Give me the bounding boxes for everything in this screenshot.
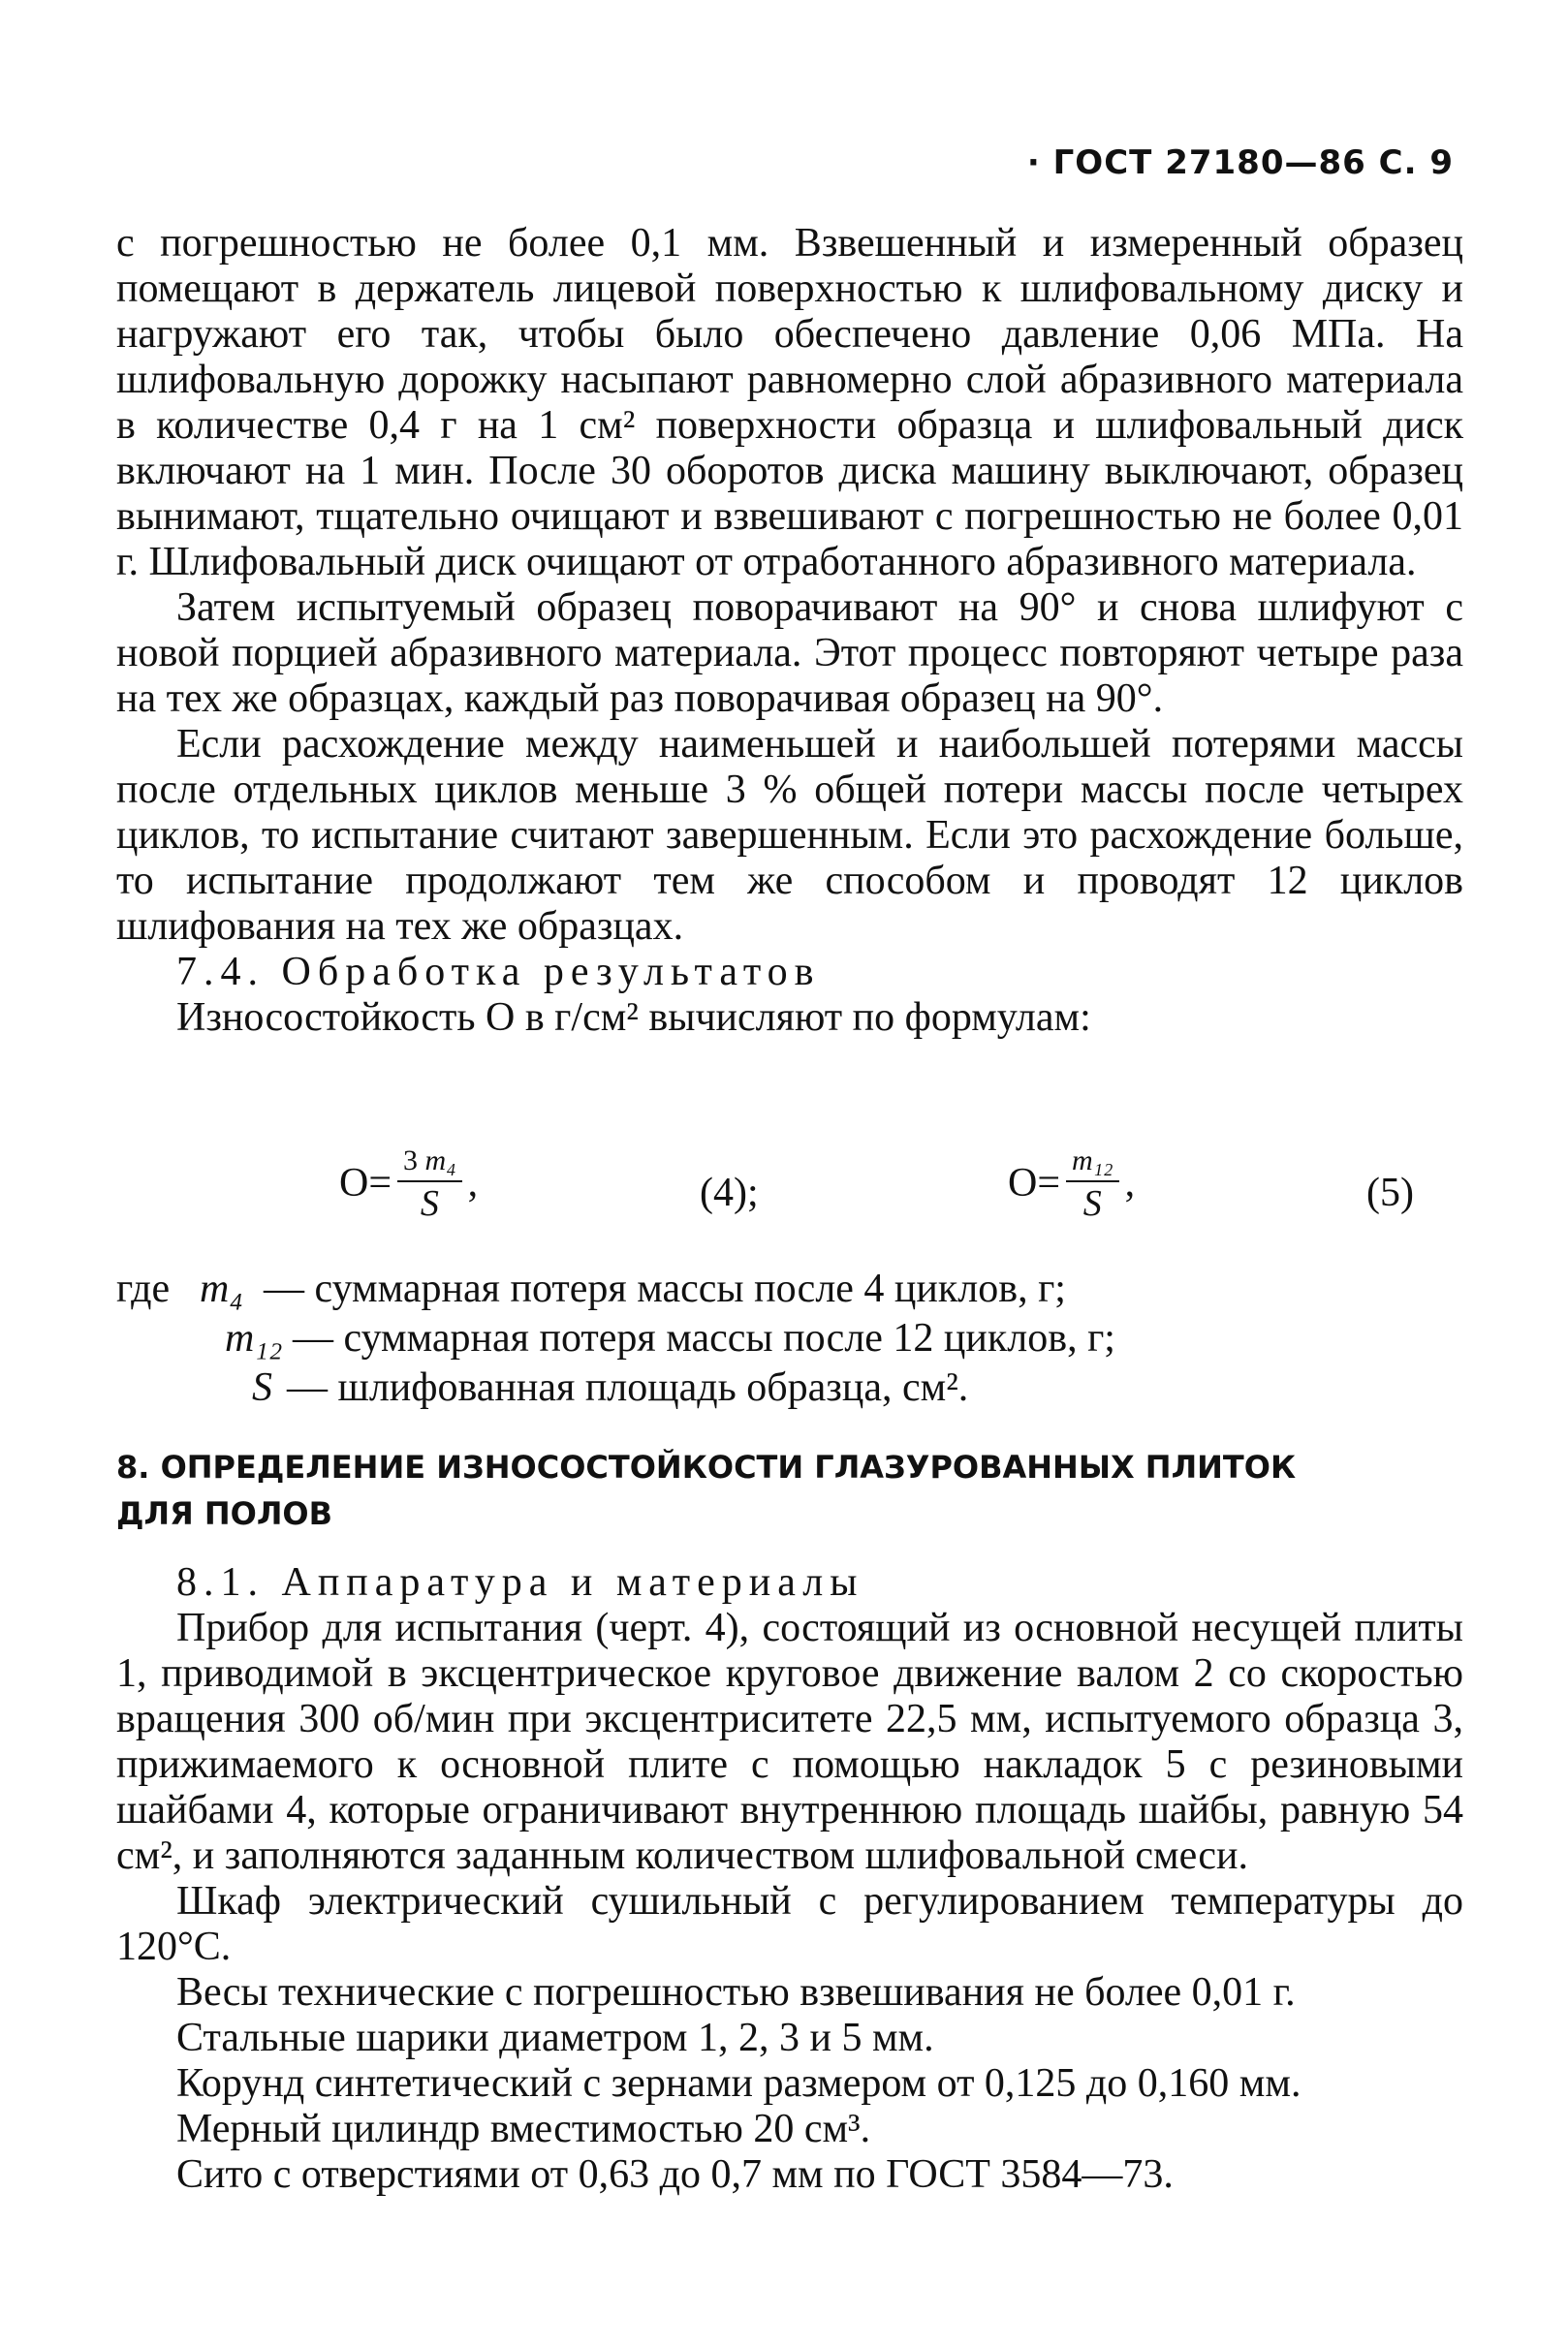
legend-prefix: где [116,1267,171,1311]
formula-4 [339,1142,478,1225]
page-header: · ГОСТ 27180—86 С. 9 [1026,143,1454,182]
paragraph-discrepancy: Если расхождение между наименьшей и наибольшей потерями массы после отдельных циклов меньше 3 % общей потери массы после четырех циклов, то испытание считают завершенным. Если это расхождение больше, то испытание продолжают тем же способом и проводят 12 циклов шлифования на тех же образцах. [116,722,1463,949]
legend-row [116,1265,1463,1314]
legend-text: — суммарная потеря массы после 12 циклов, г; [293,1316,1115,1361]
paragraph-steel-balls: Стальные шарики диаметром 1, 2, 3 и 5 мм. [176,2016,934,2060]
subsection-7-4-title: 7.4. Обработка результатов [176,950,821,994]
equation-number-4: (4); [700,1171,759,1215]
section-8-title-line1: 8. ОПРЕДЕЛЕНИЕ ИЗНОСОСТОЙКОСТИ ГЛАЗУРОВАННЫХ ПЛИТОК [116,1449,1297,1486]
legend-text: — суммарная потеря массы после 4 циклов, г; [264,1267,1066,1311]
paragraph-oven: Шкаф электрический сушильный с регулированием температуры до 120°С. [116,1879,1463,1969]
paragraph-rotate: Затем испытуемый образец поворачивают на 90° и снова шлифуют с новой порцией абразивного материала. Этот процесс повторяют четыре раза на тех же образцах, каждый раз поворачивая образец на 90°. [116,585,1463,721]
legend-row [116,1314,1463,1363]
subsection-8-1-title: 8.1. Аппаратура и материалы [176,1560,864,1605]
formula-4-comma: , [467,1160,479,1206]
legend-symbol: m₁₂ [225,1316,283,1361]
paragraph-scales: Весы технические с погрешностью взвешивания не более 0,01 г. [176,1970,1296,2015]
paragraph-cylinder: Мерный цилиндр вместимостью 20 см³. [176,2107,871,2151]
fraction-4-var: m₄ [424,1144,456,1176]
fraction-4-den: S [420,1183,439,1224]
paragraph-apparatus: Прибор для испытания (черт. 4), состоящий из основной несущей плиты 1, приводимой в эксцентрическое круговое движение валом 2 со скоростью вращения 300 об/мин при эксцентриситете 22,5 мм, испытуемого образца 3, прижимаемого к основной плите с помощью накладок 5 с резиновыми шайбами 4, которые ограничивают внутреннюю площадь шайбы, равную 54 см², и заполняются заданным количеством шлифовальной смеси. [116,1606,1463,1878]
formula-5 [1008,1142,1135,1225]
equation-number-5: (5) [1366,1171,1414,1215]
text-block-bottom [116,1560,1463,2198]
fraction-5-num: m₁₂ [1072,1144,1113,1176]
fraction-5 [1066,1142,1119,1225]
legend-symbol: m₄ [200,1267,243,1311]
legend-symbol: S [252,1365,272,1410]
fraction-4 [397,1142,462,1225]
section-8-heading [116,1444,1463,1537]
paragraph-corundum: Корунд синтетический с зернами размером от 0,125 до 0,160 мм. [176,2061,1301,2106]
paragraph-continued: с погрешностью не более 0,1 мм. Взвешенный и измеренный образец помещают в держатель лицевой поверхностью к шлифовальному диску и нагружают его так, чтобы было обеспечено давление 0,06 МПа. На шлифовальную дорожку насыпают равномерно слой абразивного материала в количестве 0,4 г на 1 см² поверхности образца и шлифовальный диск включают на 1 мин. После 30 оборотов диска машину выключают, образец вынимают, тщательно очищают и взвешивают с погрешностью не более 0,01 г. Шлифовальный диск очищают от отработанного абразивного материала. [116,221,1463,584]
formula-5-comma: , [1124,1160,1136,1206]
fraction-4-coef: 3 [403,1144,419,1176]
paragraph-sieve: Сито с отверстиями от 0,63 до 0,7 мм по ГОСТ 3584—73. [176,2152,1174,2197]
formula-4-lhs: О= [339,1160,392,1206]
legend-text: — шлифованная площадь образца, см². [287,1365,969,1410]
legend-row [116,1363,1463,1413]
formula-5-lhs: О= [1008,1160,1061,1206]
formula-block [116,1142,1463,1277]
section-8-title-line2: ДЛЯ ПОЛОВ [116,1495,333,1532]
text-block-top [116,221,1463,1041]
fraction-5-den: S [1082,1183,1102,1224]
formula-legend [116,1265,1463,1413]
paragraph-formula-intro: Износостойкость О в г/см² вычисляют по формулам: [176,995,1091,1040]
